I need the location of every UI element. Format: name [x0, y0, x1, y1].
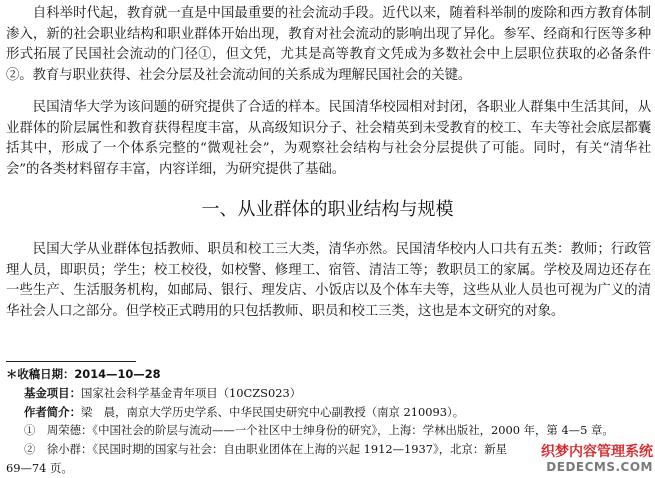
footnote-2-marker: ② [24, 442, 36, 457]
author-value: 梁 晨，南京大学历史学系、中华民国史研究中心副教授（南京 210093）。 [80, 404, 465, 419]
footnote-2-text: 徐小群：《民国时期的国家与社会：自由职业团体在上海的兴起 1912—1937》，北京：新星 [46, 442, 508, 457]
footnote-1-marker: ① [24, 423, 36, 438]
site-watermark [541, 444, 653, 474]
received-date-label: ＊收稿日期： [6, 367, 75, 381]
received-date-note [6, 365, 651, 384]
section-heading: 一、从业群体的职业结构与规模 [201, 199, 454, 220]
fund-note [6, 384, 651, 403]
author-note [6, 403, 651, 422]
footnote-2-continuation: 69—74 页。 [6, 460, 73, 475]
received-date-value: 2014—10—28 [74, 367, 161, 381]
watermark-en: DEDECMS.COM [546, 460, 653, 474]
body-paragraph-2: 民国清华大学为该问题的研究提供了合适的样本。民国清华校园相对封闭，各职业人群集中生活其间，从业群体的阶层属性和教育获得程度丰富，从高级知识分子、社会精英到未受教育的校工、车夫等社会底层都囊括其中，形成了一个体系完整的“微观社会”，为观察社会结构与社会分层提供了可能。同时，有关“清华社会”的各类材料留存丰富，内容详细，为研究提供了基础。 [6, 100, 651, 178]
footnote-1 [6, 421, 651, 440]
body-paragraph-3: 民国大学从业群体包括教师、职员和校工三大类，清华亦然。民国清华校内人口共有五类：教师；行政管理人员，即职员；学生；校工校役，如校警、修理工、宿管、清洁工等；教职员工的家属。学校及周边还存在一些生产、生活服务机构，如邮局、银行、理发店、小饭店以及个体车夫等，这些从业人员也可视为广义的清华社会人口之部分。但学校正式聘用的只包括教师、职员和校工三类，这也是本文研究的对象。 [6, 242, 651, 320]
footnote-divider [6, 361, 136, 362]
fund-value: 国家社会科学基金青年项目（10CZS023） [80, 385, 302, 400]
footnote-1-text: 周荣德：《中国社会的阶层与流动——一个社区中士绅身份的研究》，上海：学林出版社，2000 年，第 4—5 章。 [46, 423, 614, 438]
author-label: 作者简介： [24, 404, 81, 419]
watermark-cn: 织梦内容管理系统 [541, 444, 653, 460]
body-paragraph-1: 自科举时代起，教育就一直是中国最重要的社会流动手段。近代以来，随着科举制的废除和西方教育体制渗入，新的社会职业结构和职业群体开始出现，教育对社会流动的影响出现了异化。参军、经商和行医等多种形式拓展了民国社会流动的门径①，但文凭，尤其是高等教育文凭成为多数社会中上层职位获取的必备条件②。教育与职业获得、社会分层及社会流动间的关系成为理解民国社会的关键。 [6, 6, 651, 84]
fund-label: 基金项目： [24, 385, 81, 400]
